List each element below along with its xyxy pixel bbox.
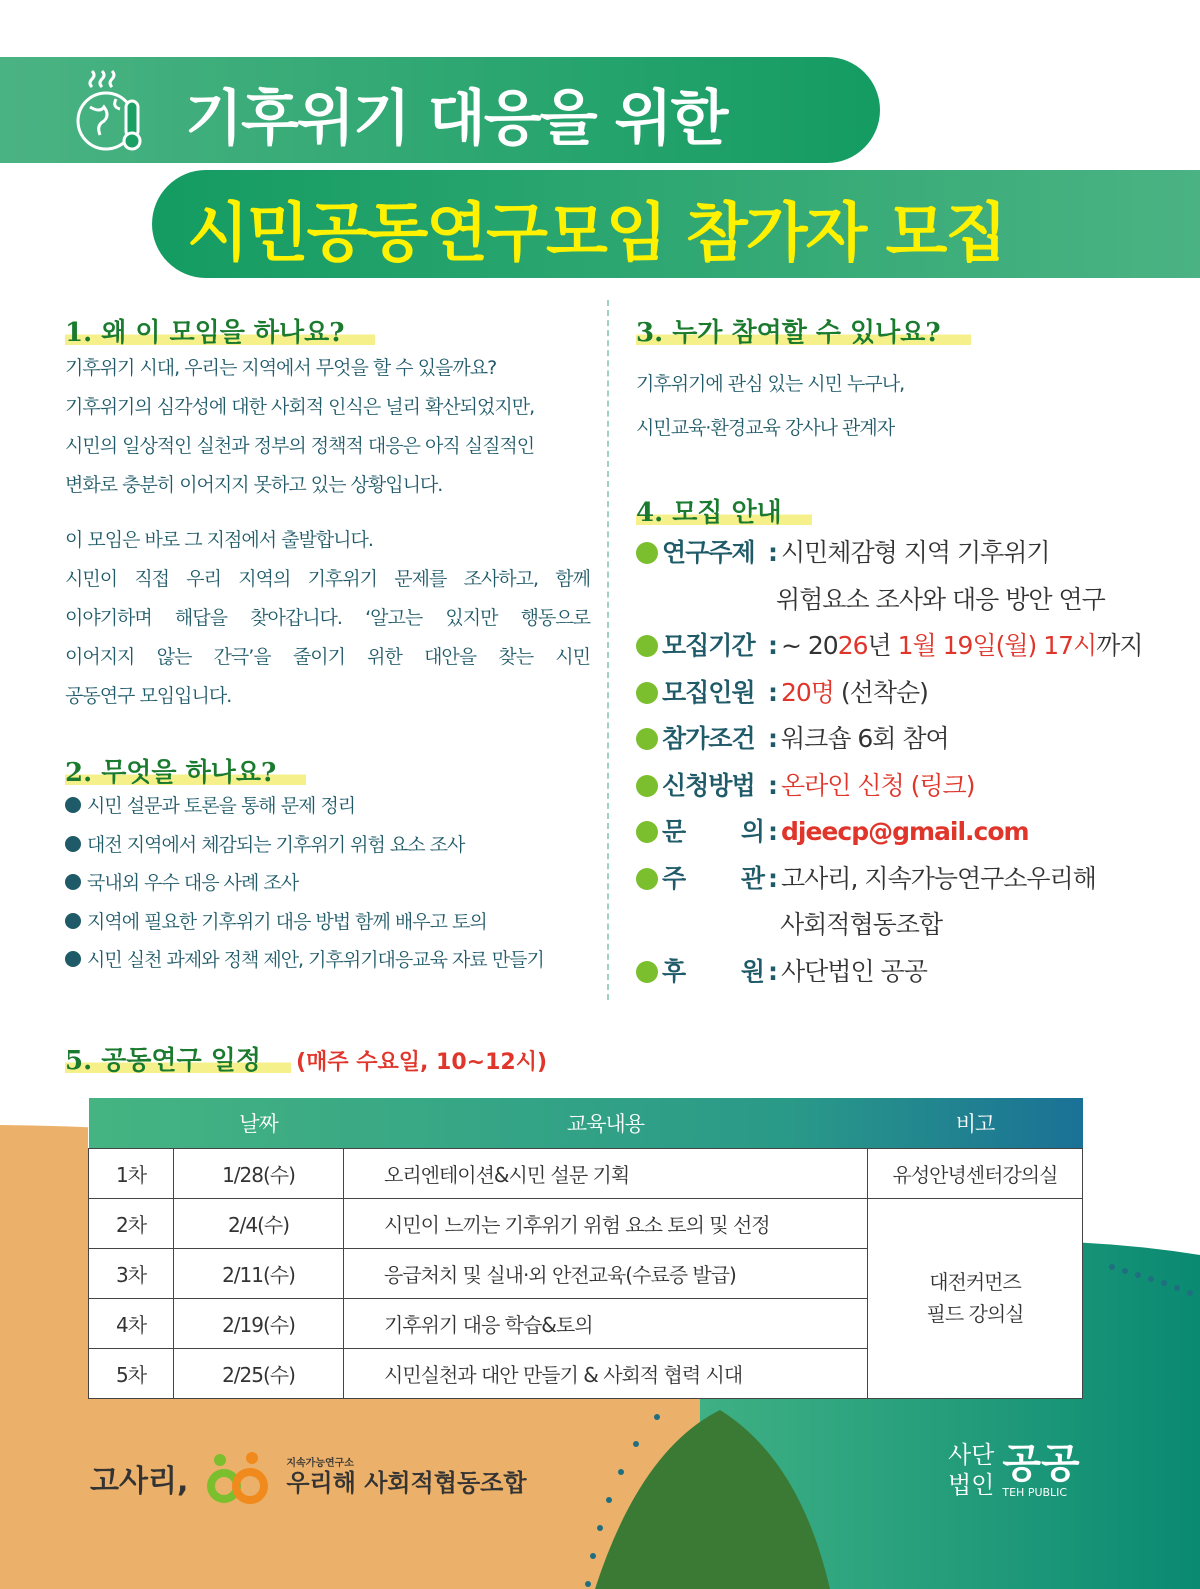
period-part: 1월 19일 [897, 631, 996, 660]
cell: 기후위기 대응 학습&토의 [344, 1298, 868, 1348]
text-line: 시민의 일상적인 실천과 정부의 정책적 대응은 아직 실질적인 [65, 435, 535, 457]
urihae-logo-icon [202, 1450, 272, 1506]
info-people [636, 670, 1143, 717]
sponsor-name-block [1002, 1441, 1079, 1500]
list-item [65, 787, 544, 826]
label-part: 문 [662, 817, 686, 846]
contact-email-link[interactable]: djeecp@gmail.com [781, 817, 1029, 846]
info-label: 신청방법 [662, 770, 755, 800]
sponsor-name: 공공 [1002, 1440, 1080, 1487]
colon: : [768, 538, 777, 567]
bullet-icon [636, 961, 658, 983]
table-row [89, 1198, 1083, 1248]
section4 [636, 492, 812, 529]
section3-body [636, 362, 904, 450]
info-label: 연구주제 [662, 538, 755, 567]
section2 [65, 752, 306, 789]
cell: 4차 [89, 1298, 174, 1348]
item-text: 지역에 필요한 기후위기 대응 방법 함께 배우고 토의 [87, 910, 487, 933]
col-note: 비고 [955, 1111, 995, 1136]
colon: : [768, 770, 777, 800]
info-value: 사단법인 공공 [781, 956, 927, 986]
cell: 3차 [89, 1248, 174, 1298]
label-part: 원 [740, 956, 764, 986]
period-part: 26 [837, 631, 868, 660]
info-value [781, 623, 1143, 670]
organizer-logos [90, 1450, 527, 1506]
period-weekday: (월) [995, 631, 1037, 660]
recruit-info [636, 530, 1143, 995]
info-apply [636, 763, 1143, 810]
list-item [65, 864, 544, 903]
info-value: 위험요소 조사와 대응 방안 연구 [776, 584, 1105, 614]
bullet-icon [636, 635, 658, 657]
bullet-icon [65, 797, 81, 813]
info-condition [636, 716, 1143, 763]
bullet-icon [636, 682, 658, 704]
label-part: 후 [662, 956, 686, 986]
item-text: 대전 지역에서 체감되는 기후위기 위험 요소 조사 [87, 833, 465, 856]
item-text: 시민 설문과 토론을 통해 문제 정리 [87, 795, 356, 817]
period-part: 까지 [1096, 631, 1143, 660]
section4-title: 4. 모집 안내 [636, 498, 812, 528]
label-part: 의 [740, 817, 764, 846]
text-line: 기후위기의 심각성에 대한 사회적 인식은 널리 확산되었지만, [65, 396, 535, 418]
section5 [65, 1040, 547, 1077]
urihae-small: 지속가능연구소 [286, 1458, 354, 1470]
column-divider [607, 300, 609, 1000]
info-topic-cont [636, 577, 1143, 624]
cell: 1차 [89, 1148, 174, 1198]
bullet-icon [65, 913, 81, 929]
colon: : [768, 956, 777, 986]
col-date: 날짜 [239, 1111, 278, 1136]
info-topic [636, 530, 1143, 577]
text-line: 변화로 충분히 이어지지 못하고 있는 상황입니다. [65, 474, 443, 496]
bullet-icon [636, 728, 658, 750]
text-line: 시민교육·환경교육 강사나 관계자 [636, 417, 895, 439]
text-line: 이 모임은 바로 그 지점에서 출발합니다. [65, 529, 373, 551]
bullet-icon [636, 868, 658, 890]
bullet-icon [636, 821, 658, 843]
section3 [636, 312, 971, 349]
schedule-table [88, 1098, 1083, 1399]
sponsor-en: TEH PUBLIC [1002, 1485, 1068, 1499]
info-host-cont [636, 902, 1143, 949]
info-sponsor [636, 949, 1143, 996]
bullet-icon [65, 836, 81, 852]
sponsor-type-part: 법인 [948, 1471, 995, 1499]
text-line: 기후위기 시대, 우리는 지역에서 무엇을 할 수 있을까요? [65, 357, 497, 379]
section1-para1 [65, 349, 590, 505]
colon: : [768, 863, 777, 893]
period-part: 17시 [1043, 631, 1097, 660]
cell: 2/19(수) [174, 1298, 344, 1348]
colon: : [768, 631, 777, 660]
info-value: 워크숍 6회 참여 [781, 724, 949, 753]
colon: : [768, 817, 777, 846]
info-label [662, 856, 764, 903]
sponsor-type-part: 사단 [948, 1441, 995, 1469]
urihae-text: 우리해 사회적협동조합 [286, 1468, 527, 1497]
text-line: 이야기하며 해답을 찾아갑니다. ‘알고는 있지만 행동으로 [65, 607, 590, 629]
colon: : [768, 724, 777, 753]
section5-title: 5. 공동연구 일정 [65, 1046, 291, 1076]
period-part: 년 [867, 631, 898, 660]
col-content: 교육내용 [566, 1111, 645, 1136]
info-value: 20명 [781, 677, 834, 707]
apply-link[interactable]: 온라인 신청 (링크) [781, 770, 975, 800]
text-line: 기후위기에 관심 있는 시민 누구나, [636, 373, 905, 395]
bullet-icon [65, 951, 81, 967]
cell: 1/28(수) [174, 1148, 344, 1198]
section1-title: 1. 왜 이 모임을 하나요? [65, 318, 375, 348]
item-text: 시민 실천 과제와 정책 제안, 기후위기대응교육 자료 만들기 [87, 949, 544, 971]
table-header [89, 1098, 1083, 1148]
title-line1: 기후위기 대응을 위한 [185, 84, 727, 154]
section1 [65, 312, 375, 349]
text-line: 공동연구 모임입니다. [65, 685, 232, 707]
earth-thermometer-icon [72, 67, 152, 153]
col-no [89, 1098, 174, 1148]
urihae-name [286, 1458, 526, 1497]
info-label: 참가조건 [662, 724, 755, 753]
section2-list [65, 787, 544, 980]
cell: 2/11(수) [174, 1248, 344, 1298]
merged-note-cell [868, 1198, 1083, 1398]
cell: 2/4(수) [174, 1198, 344, 1248]
info-label [662, 949, 764, 996]
cell: 시민실천과 대안 만들기 & 사회적 협력 시대 [344, 1348, 868, 1398]
title-line2: 시민공동연구모임 참가자 모집 [187, 197, 1006, 271]
sponsor-logo [948, 1440, 1080, 1500]
title-banner-top [0, 57, 880, 163]
sponsor-type [948, 1440, 994, 1500]
info-period [636, 623, 1143, 670]
cell: 2/25(수) [174, 1348, 344, 1398]
section1-para2 [65, 521, 590, 716]
cell: 응급처치 및 실내·외 안전교육(수료증 발급) [344, 1248, 868, 1298]
info-value: 고사리, 지속가능연구소우리해 [781, 863, 1096, 893]
cell: 2차 [89, 1198, 174, 1248]
bullet-icon [636, 542, 658, 564]
list-item [65, 941, 544, 980]
info-label [662, 809, 764, 856]
colon: : [768, 677, 777, 707]
text-line: 이어지지 않는 간극’을 줄이기 위한 대안을 찾는 시민 [65, 646, 590, 668]
list-item [65, 903, 544, 942]
section3-title: 3. 누가 참여할 수 있나요? [636, 318, 971, 348]
info-label: 모집기간 [662, 631, 755, 660]
label-part: 관 [740, 863, 764, 893]
cell: 유성안녕센터강의실 [868, 1148, 1083, 1198]
section5-subtitle: (매주 수요일, 10~12시) [296, 1050, 548, 1075]
bullet-icon [636, 775, 658, 797]
section2-title: 2. 무엇을 하나요? [65, 758, 306, 788]
note-line: 필드 강의실 [926, 1302, 1024, 1326]
table-row [89, 1148, 1083, 1198]
item-text: 국내외 우수 대응 사례 조사 [87, 872, 299, 894]
cell: 시민이 느끼는 기후위기 위험 요소 토의 및 선정 [344, 1198, 868, 1248]
title-banner-bottom [152, 170, 1200, 278]
info-value: 사회적협동조합 [780, 910, 943, 939]
gosari-logo-text: 고사리, [90, 1464, 189, 1499]
period-part: ~ 20 [781, 631, 838, 660]
cell: 오리엔테이션&시민 설문 기획 [344, 1148, 868, 1198]
info-value: 시민체감형 지역 기후위기 [781, 538, 1050, 567]
text-line: 시민이 직접 우리 지역의 기후위기 문제를 조사하고, 함께 [65, 568, 590, 590]
cell: 5차 [89, 1348, 174, 1398]
bullet-icon [65, 874, 81, 890]
info-contact [636, 809, 1143, 856]
info-label: 모집인원 [662, 677, 755, 707]
list-item [65, 826, 544, 865]
label-part: 주 [662, 863, 686, 893]
info-host [636, 856, 1143, 903]
info-value: (선착순) [840, 677, 928, 707]
note-line: 대전커먼즈 [929, 1270, 1021, 1294]
